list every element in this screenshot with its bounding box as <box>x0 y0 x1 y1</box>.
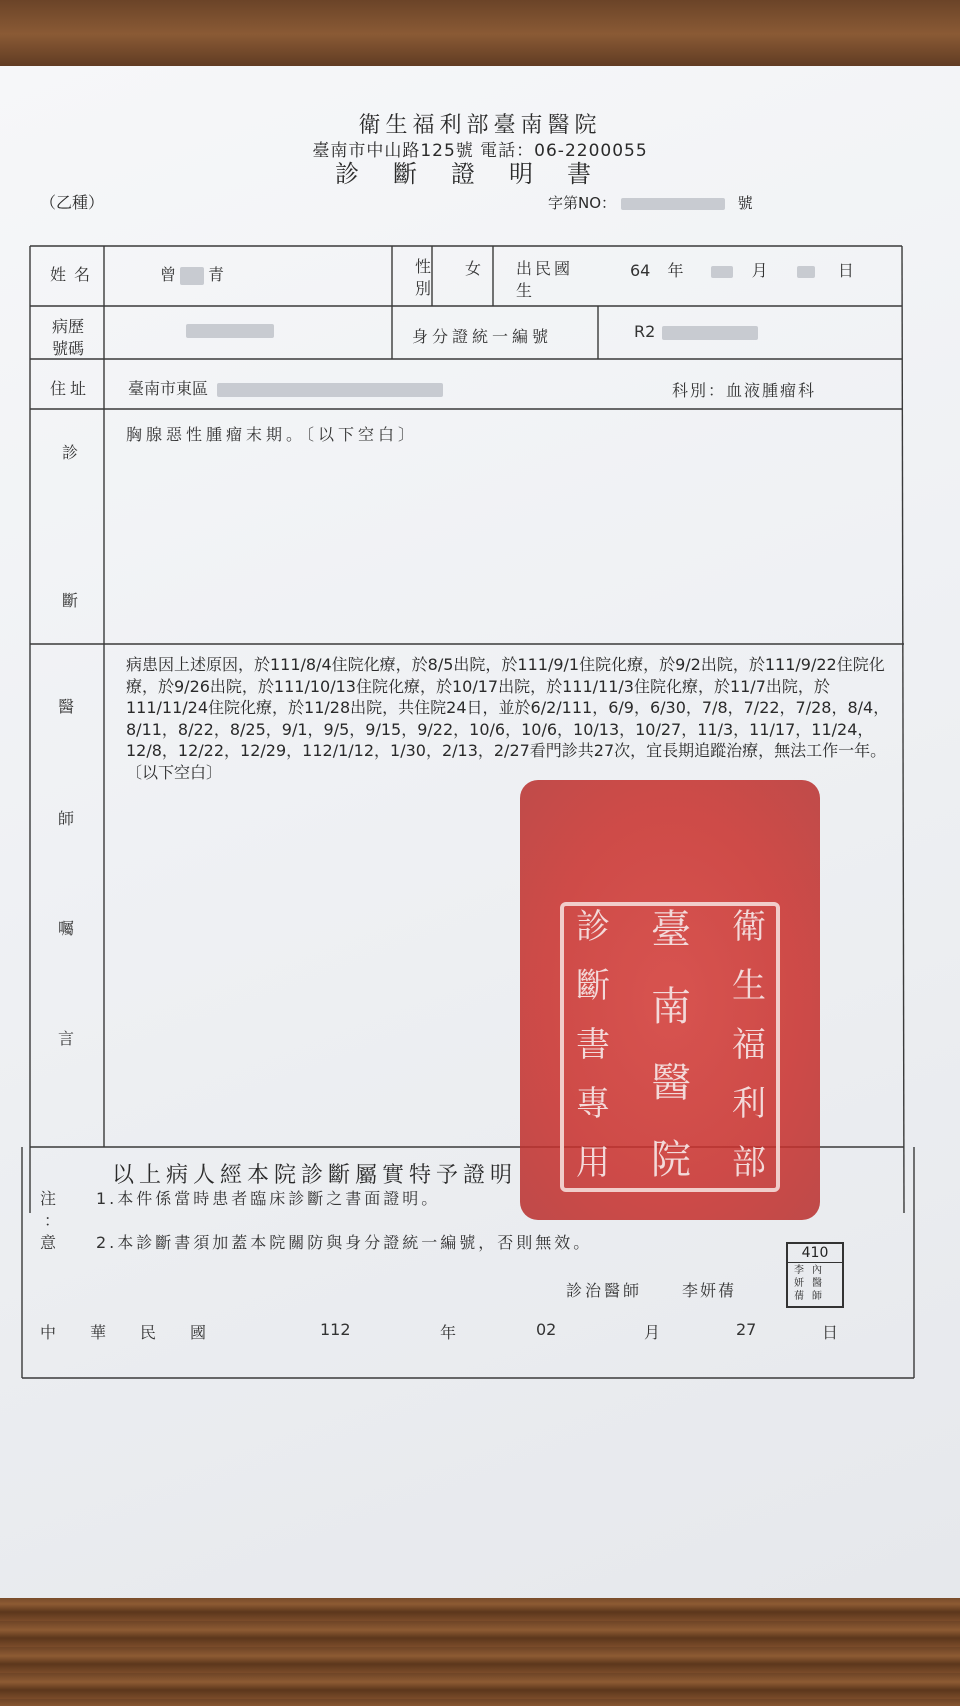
doctor-seal-name: 李妍蒨 <box>794 1265 804 1302</box>
doctor-label: 診治醫師 <box>566 1281 643 1300</box>
hospital-name: 衛生福利部臺南醫院 <box>358 113 602 138</box>
doctor-seal <box>786 1242 844 1308</box>
redacted-name <box>180 267 204 285</box>
diagnosis-text: 胸腺惡性腫瘤末期。〔以下空白〕 <box>126 425 419 444</box>
seal-column: 診 斷 書 專 用 <box>576 907 610 1183</box>
record-label-1: 病歷 <box>52 317 85 336</box>
id-label: 身分證統一編號 <box>412 327 553 346</box>
date-year: 112 <box>320 1320 351 1339</box>
doc-no-label: 字第NO： <box>548 194 617 212</box>
birth-label-1: 出民國 <box>516 259 574 278</box>
sex-label-2: 別 <box>415 279 432 298</box>
wood-table-bottom <box>0 1595 960 1706</box>
date-year-unit: 年 <box>440 1323 457 1342</box>
day-unit: 日 <box>837 261 854 280</box>
year-unit: 年 <box>667 261 684 280</box>
redacted-month <box>711 266 733 278</box>
sex-label-1: 性 <box>415 257 432 276</box>
seal-column: 衛 生 福 利 部 <box>732 907 766 1183</box>
advice-label-4: 言 <box>58 1029 75 1048</box>
note-2: 2.本診斷書須加蓋本院關防與身分證統一編號，否則無效。 <box>96 1233 593 1252</box>
doctor-seal-title: 內醫師 <box>812 1265 822 1302</box>
name-part-a: 曾 <box>160 265 177 284</box>
advice-label-3: 囑 <box>58 919 75 938</box>
birth-label-2: 生 <box>516 281 533 300</box>
id-prefix: R2 <box>634 322 656 341</box>
name-part-b: 青 <box>208 265 225 284</box>
address-district: 臺南市東區 <box>128 379 209 398</box>
redacted-address <box>217 383 443 397</box>
sex-value: 女 <box>465 259 482 278</box>
redacted-record-no <box>186 324 274 338</box>
name-label: 姓名 <box>50 265 99 284</box>
note-label-2: 意 <box>40 1233 57 1252</box>
certificate-paper <box>0 66 960 1598</box>
advice-text: 病患因上述原因，於111/8/4住院化療，於8/5出院，於111/9/1住院化療，於9/2出院，於111/9/22住院化療，於9/26出院，於111/10/13住院化療，於10/17出院，於111/11/3住院化療，於11/7出院，於111/11/24住院化療，於11/28出院，共住院24日，並於6/2/111，6/9，6/30，7/8，7/22，7/28，8/4，8/11，8/22，8/25，9/1，9/5，9/15，9/22，10/6，10/6，10/13，10/27，11/3，11/17，11/24，12/8，12/22，12/29，112/1/12，1/30，2/13，2/27看門診共27次，宜長期追蹤治療，無法工作一年。〔以下空白〕 <box>126 655 890 782</box>
date-month-unit: 月 <box>644 1323 661 1342</box>
hospital-address: 臺南市中山路125號 電話：06-2200055 <box>312 141 648 161</box>
certificate-kind: （乙種） <box>40 193 105 212</box>
seal-column: 臺 南 醫 院 <box>651 907 691 1183</box>
advice-label-2: 師 <box>58 809 75 828</box>
patient-name <box>160 262 224 285</box>
id-value <box>634 322 758 341</box>
doctor-seal-number: 410 <box>788 1244 842 1263</box>
birth-date <box>630 258 854 281</box>
note-1: 1.本件係當時患者臨床診斷之書面證明。 <box>96 1189 441 1208</box>
document-title: 診斷證明書 <box>335 160 625 188</box>
address-label: 住址 <box>50 379 91 398</box>
redacted-id <box>662 326 758 340</box>
certification-statement: 以上病人經本院診斷屬實特予證明 <box>112 1163 518 1188</box>
date-day: 27 <box>736 1320 757 1339</box>
note-label-1: 注 <box>40 1189 57 1208</box>
department: 科別：血液腫瘤科 <box>672 381 817 400</box>
doctor-name: 李妍蒨 <box>682 1281 737 1300</box>
official-seal-lettering <box>576 907 766 1183</box>
date-month: 02 <box>536 1320 557 1339</box>
doc-no-suffix: 號 <box>737 194 753 212</box>
date-era: 中華民國 <box>40 1323 241 1342</box>
diagnosis-label-1: 診 <box>62 443 79 462</box>
month-unit: 月 <box>751 261 768 280</box>
advice-label-1: 醫 <box>58 697 75 716</box>
address-value <box>128 376 443 399</box>
redacted-day <box>797 266 815 278</box>
birth-year: 64 <box>630 261 651 280</box>
record-label-2: 號碼 <box>52 339 85 358</box>
diagnosis-label-2: 斷 <box>62 591 79 610</box>
note-colon: ： <box>44 1211 61 1230</box>
date-day-unit: 日 <box>822 1323 839 1342</box>
